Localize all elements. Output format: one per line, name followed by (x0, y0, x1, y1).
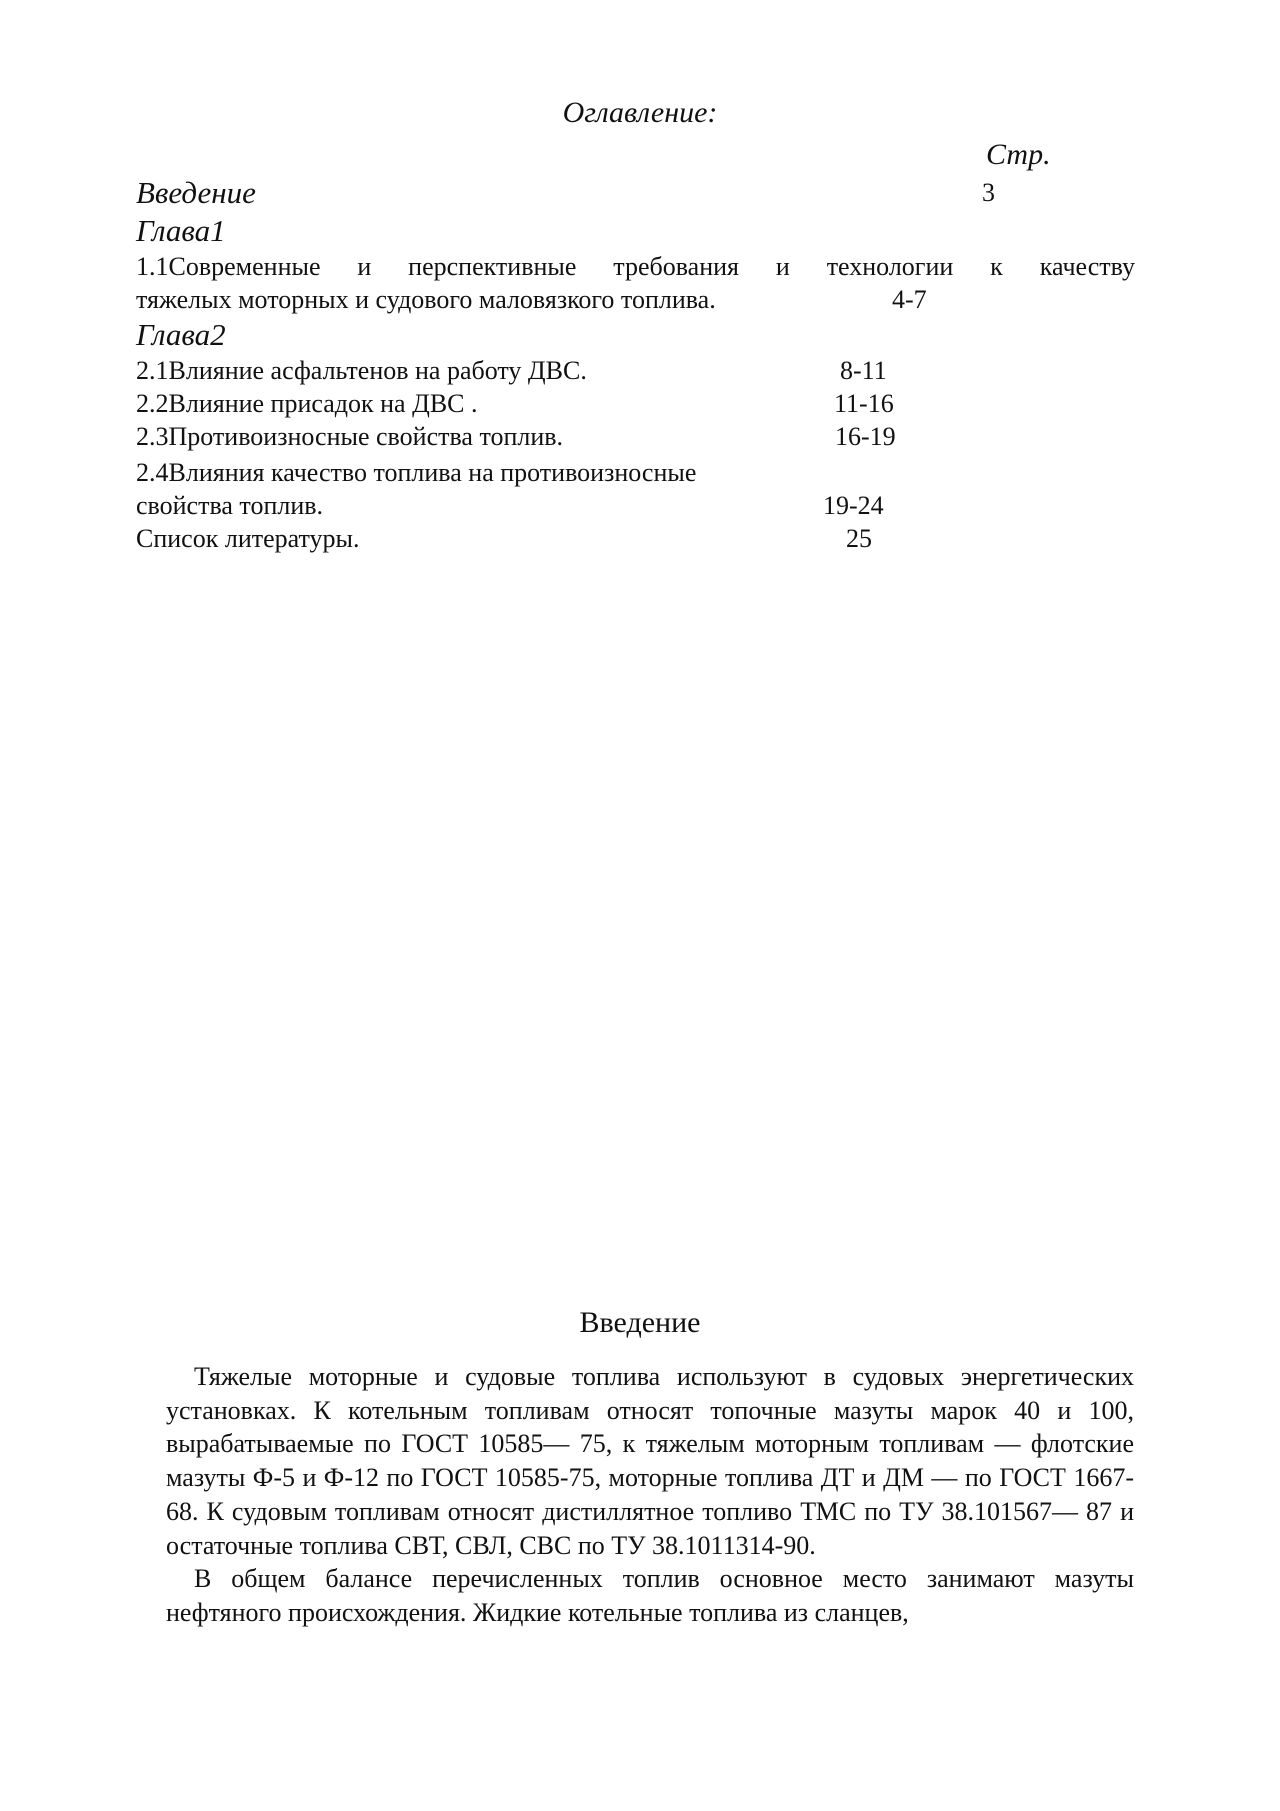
toc-chapter1: Глава1 (136, 213, 226, 248)
toc-item-label: 2.3Противоизносные свойства топлив. (136, 422, 564, 451)
toc-chapter2: Глава2 (136, 317, 226, 352)
toc-biblio (136, 522, 1135, 555)
toc-ch1-line1: 1.1Современные и перспективные требования и технологии к качеству (136, 252, 1135, 281)
introduction-heading: Введение (579, 1306, 701, 1339)
introduction-paragraph: В общем балансе перечисленных топлив основное место занимают мазуты нефтяного происхождения. Жидкие котельные топлива из сланцев, (166, 1564, 1134, 1627)
toc-intro-page: 3 (982, 178, 995, 207)
toc-item-page: 11-16 (834, 389, 894, 418)
toc-ch24-page: 19-24 (823, 491, 884, 520)
toc-ch24-line2 (136, 489, 1135, 522)
toc-item-page: 8-11 (840, 356, 887, 385)
table-of-contents (136, 174, 1135, 555)
toc-item (136, 387, 1135, 420)
toc-intro (136, 174, 1135, 212)
toc-item-label: 2.1Влияние асфальтенов на работу ДВС. (136, 356, 587, 385)
toc-item (136, 420, 1135, 453)
toc-item (136, 354, 1135, 387)
toc-ch24-line1: 2.4Влияния качество топлива на противоизносные (136, 458, 697, 487)
toc-title: Оглавление: (562, 96, 718, 129)
toc-biblio-page: 25 (846, 524, 872, 553)
toc-item-page: 16-19 (835, 422, 896, 451)
toc-ch1-line2 (136, 283, 1135, 316)
introduction-body (166, 1360, 1134, 1630)
toc-intro-label: Введение (136, 175, 256, 210)
toc-ch24-line2-text: свойства топлив. (136, 491, 324, 520)
toc-item-label: 2.2Влияние присадок на ДВС . (136, 389, 478, 418)
toc-ch1-page: 4-7 (892, 285, 927, 314)
toc-ch1-line2-text: тяжелых моторных и судового маловязкого топлива. (136, 285, 716, 314)
introduction-paragraph: Тяжелые моторные и судовые топлива используют в судовых энергетических установках. К котельным топливам относят топочные мазуты марок 40 и 100, вырабатываемые по ГОСТ 10585— 75, к тяжелым моторным топливам — флотские мазуты Ф-5 и Ф-12 по ГОСТ 10585-75, моторные топлива ДТ и ДМ — по ГОСТ 1667-68. К судовым топливам относят дистиллятное топливо ТМС по ТУ 38.101567— 87 и остаточные топлива СВТ, СВЛ, СВС по ТУ 38.1011314-90. (166, 1362, 1134, 1560)
toc-page-column-header: Стр. (986, 138, 1051, 171)
toc-biblio-label: Список литературы. (136, 524, 360, 553)
